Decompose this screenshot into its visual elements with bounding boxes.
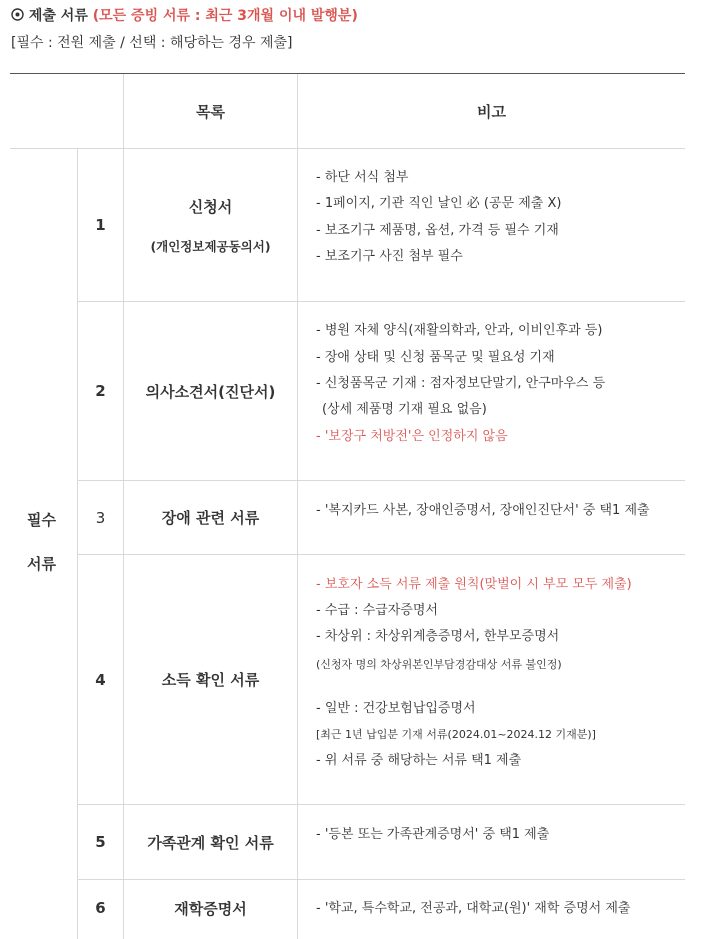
row-note: - 병원 자체 양식(재활의학과, 안과, 이비인후과 등) [316, 323, 603, 338]
section-title [11, 5, 358, 25]
row-number: 2 [95, 382, 106, 400]
circle-dot-icon [11, 8, 24, 24]
row-title: 가족관계 확인 서류 [147, 833, 274, 852]
category-required: 필수 [27, 511, 56, 529]
row-note: - 하단 서식 첨부 [316, 170, 409, 185]
row-number: 5 [95, 833, 106, 851]
row-title: 장애 관련 서류 [161, 509, 260, 527]
row-note: (상세 제품명 기재 필요 없음) [322, 402, 487, 417]
header-list: 목록 [196, 102, 225, 121]
row-title: 소득 확인 서류 [161, 671, 260, 689]
row-subtitle: (개인정보제공동의서) [150, 238, 271, 254]
section-title-note: (모든 증빙 서류 : 최근 3개월 이내 발행분) [92, 8, 358, 24]
row-number: 1 [95, 216, 106, 234]
row-number: 3 [95, 508, 106, 527]
row-title: 신청서 [188, 197, 233, 216]
row-note: - '등본 또는 가족관계증명서' 중 택1 제출 [316, 827, 550, 842]
row-note: - 위 서류 중 해당하는 서류 택1 제출 [316, 753, 522, 768]
row-title: 의사소견서(진단서) [145, 382, 276, 401]
row-note: - 보조기구 사진 첨부 필수 [316, 249, 463, 264]
row-note: - 신청품목군 기재 : 점자정보단말기, 안구마우스 등 [316, 376, 606, 391]
row-note: - 수급 : 수급자증명서 [316, 603, 438, 618]
row-number: 4 [95, 670, 106, 689]
row-number: 6 [95, 899, 106, 917]
row-note: - '복지카드 사본, 장애인증명서, 장애인진단서' 중 택1 제출 [316, 503, 650, 518]
header-remarks: 비고 [477, 102, 506, 121]
section-title-text: 제출 서류 [28, 8, 88, 24]
section-subtitle: [필수 : 전원 제출 / 선택 : 해당하는 경우 제출] [11, 35, 293, 51]
row-note: - 차상위 : 차상위계층증명서, 한부모증명서 [316, 629, 560, 644]
row-note-warning: - 보호자 소득 서류 제출 원칙(맞벌이 시 부모 모두 제출) [316, 577, 632, 592]
row-note: - 장애 상태 및 신청 품목군 및 필요성 기재 [316, 350, 555, 365]
row-note: - 1페이지, 기관 직인 날인 必 (공문 제출 X) [316, 196, 562, 211]
row-note-small: [최근 1년 납입분 기재 서류(2024.01~2024.12 기재분)] [316, 728, 596, 741]
row-title-cell [124, 149, 297, 301]
row-note-warning: - '보장구 처방전'은 인정하지 않음 [316, 429, 508, 444]
row-note: - '학교, 특수학교, 전공과, 대학교(원)' 재학 증명서 제출 [316, 901, 631, 916]
category-documents: 서류 [27, 555, 56, 573]
col-divider [297, 148, 298, 939]
row-note: - 보조기구 제품명, 옵션, 가격 등 필수 기재 [316, 223, 559, 238]
row-title: 재학증명서 [174, 899, 247, 918]
row-note: - 일반 : 건강보험납입증명서 [316, 701, 476, 716]
row-note-small: (신청자 명의 차상위본인부담경감대상 서류 불인정) [316, 658, 562, 671]
